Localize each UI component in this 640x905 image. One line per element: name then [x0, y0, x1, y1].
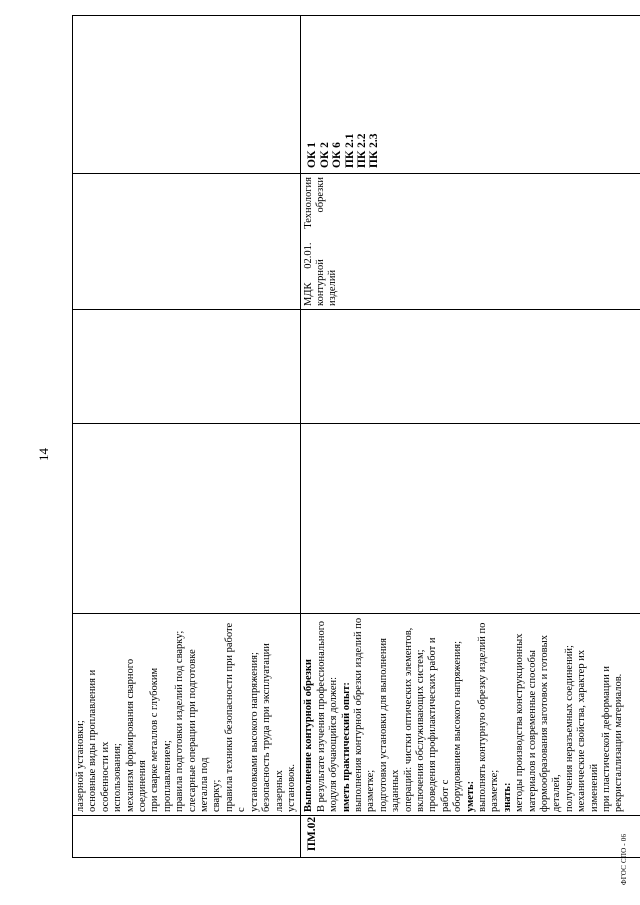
content-line: методы производства конструкционных	[514, 633, 526, 812]
footer-label: ФГОС СПО - 06	[620, 833, 628, 885]
content-line: сварку;	[211, 779, 223, 812]
content-line: получения неразъемных соединений;	[563, 645, 575, 812]
competency-code: ОК 6	[331, 142, 344, 168]
content-line: использования;	[112, 743, 124, 812]
content-line: безопасность труда при эксплуатации лазерных	[261, 643, 285, 812]
page-number: 14	[36, 448, 51, 461]
module-code: ПМ.02	[306, 816, 319, 851]
mdk-cell	[73, 174, 301, 310]
content-line: включения обслуживающих систем;	[414, 649, 426, 812]
module-code-cell	[301, 816, 640, 858]
content-line: слесарные операции при подготовке металла под	[186, 649, 211, 812]
content-line: материалов и современные способы	[526, 650, 538, 812]
content-line: разметке;	[365, 769, 377, 812]
content-line: выполнения контурной обрезки изделий по	[352, 617, 364, 812]
mdk-line: контурной обрезки	[315, 177, 327, 306]
empty-cell	[73, 310, 301, 424]
section-heading: уметь:	[464, 780, 476, 812]
content-line: формообразования заготовок и готовых деталей,	[539, 635, 563, 812]
content-line: лазерной установки;	[75, 720, 86, 812]
content-line: рекристаллизации материалов.	[613, 673, 625, 812]
empty-cell	[73, 424, 301, 614]
content-cell	[73, 614, 301, 816]
content-line: механические свойства, характер их изменений	[576, 649, 600, 812]
content-line: выполнять контурную обрезку изделий по	[477, 622, 488, 812]
content-line: операций: чистки оптических элементов,	[402, 627, 414, 812]
content-line: В результате изучения профессионального	[315, 620, 327, 812]
table-row	[301, 16, 640, 858]
content-line: механизм формирования сварного соединения	[124, 658, 149, 812]
curriculum-table	[72, 15, 640, 858]
content-line: установками высокого напряжения;	[248, 652, 260, 812]
competency-code: ОК 1	[306, 142, 319, 168]
empty-cell	[301, 424, 640, 614]
content-cell	[301, 614, 640, 816]
content-line: установок.	[285, 763, 297, 812]
mdk-line: МДК 02.01. Технология	[303, 177, 315, 306]
content-line: основные виды проплавления и особенности их	[87, 669, 111, 812]
content-line: правила техники безопасности при работе с	[223, 622, 248, 812]
content-line: оборудованием высокого напряжения;	[452, 640, 464, 812]
section-heading: иметь практический опыт:	[340, 682, 352, 812]
section-heading: знать:	[501, 782, 513, 812]
content-line: правила подготовки изделий под сварку;	[174, 630, 186, 812]
mdk-cell	[301, 174, 640, 310]
competency-code: ПК 2.3	[368, 133, 381, 168]
content-line: разметке;	[489, 769, 501, 812]
competency-code: ОК 2	[318, 142, 331, 168]
competency-code: ПК 2.2	[355, 133, 368, 168]
empty-cell	[301, 310, 640, 424]
module-code-cell	[73, 816, 301, 858]
table-row	[73, 16, 301, 858]
content-line: при пластической деформации и	[601, 665, 613, 812]
competencies-cell	[73, 16, 301, 174]
mdk-line: изделий	[327, 269, 339, 306]
module-title: Выполнение контурной обрезки	[303, 659, 315, 812]
content-line: модуля обучающийся должен:	[328, 676, 340, 812]
content-line: при сварке металлов с глубоким проплавлением;	[149, 667, 173, 812]
content-line: проведения профилактических работ и работ с	[427, 637, 451, 812]
competency-code: ПК 2.1	[343, 133, 356, 168]
content-line: подготовки установки для выполнения заданных	[377, 638, 402, 812]
competencies-cell	[301, 16, 640, 174]
